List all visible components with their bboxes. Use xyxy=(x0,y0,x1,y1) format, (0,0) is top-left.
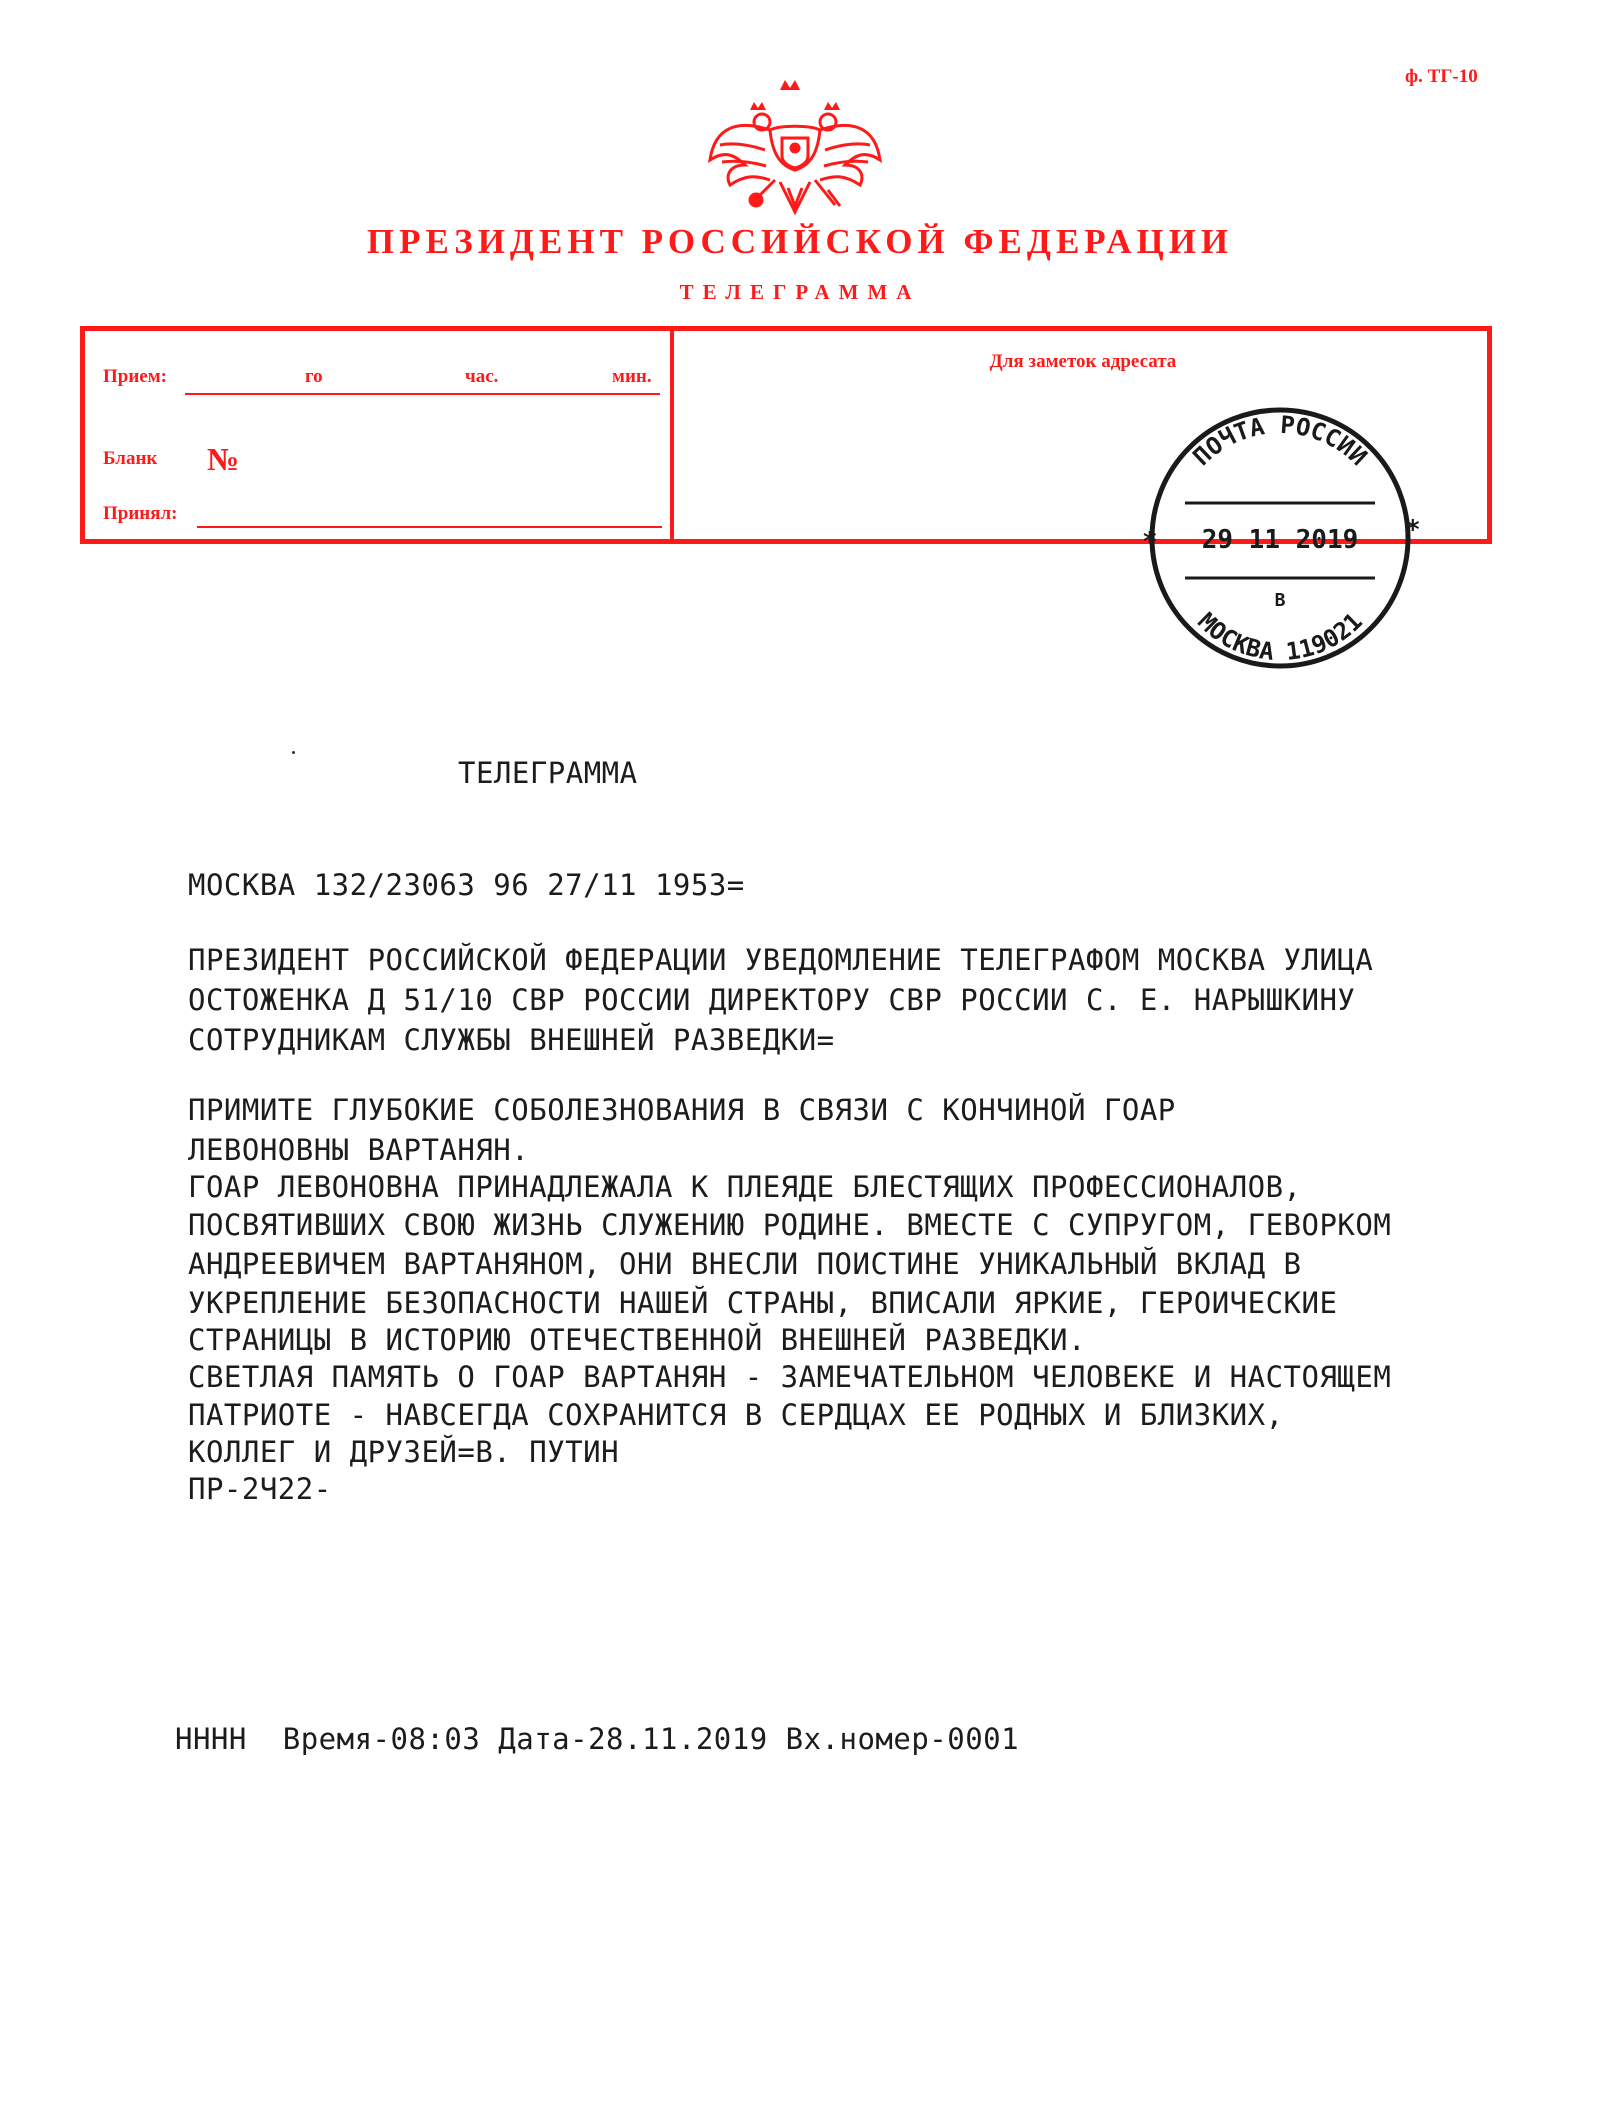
form-code: ф. ТГ-10 xyxy=(1405,66,1478,87)
stamp-star-right: * xyxy=(1405,515,1421,545)
telegram-heading: ТЕЛЕГРАММА xyxy=(458,756,638,790)
address-line: СОТРУДНИКАМ СЛУЖБЫ ВНЕШНЕЙ РАЗВЕДКИ= xyxy=(188,1023,835,1057)
body-line: СВЕТЛАЯ ПАМЯТЬ О ГОАР ВАРТАНЯН - ЗАМЕЧАТЕЛЬНОМ ЧЕЛОВЕКЕ И НАСТОЯЩЕМ xyxy=(188,1360,1392,1394)
body-line: ПАТРИОТЕ - НАВСЕГДА СОХРАНИТСЯ В СЕРДЦАХ ЕЕ РОДНЫХ И БЛИЗКИХ, xyxy=(188,1398,1284,1432)
notes-label: Для заметок адресата xyxy=(989,351,1177,372)
blank-label: Бланк xyxy=(103,448,158,469)
received-line xyxy=(185,393,660,395)
address-line: ОСТОЖЕНКА Д 51/10 СВР РОССИИ ДИРЕКТОРУ СВР РОССИИ С. Е. НАРЫШКИНУ xyxy=(188,983,1356,1017)
received-label: Прием: xyxy=(103,366,167,387)
minutes-label: мин. xyxy=(612,366,652,387)
speck xyxy=(292,751,295,754)
go-label: го xyxy=(305,366,323,387)
stamp-bottom-text: МОСКВА 119021 xyxy=(1192,607,1368,666)
body-line: ПРИМИТЕ ГЛУБОКИЕ СОБОЛЕЗНОВАНИЯ В СВЯЗИ С КОНЧИНОЙ ГОАР xyxy=(188,1093,1176,1127)
body-line: КОЛЛЕГ И ДРУЗЕЙ=В. ПУТИН xyxy=(188,1435,620,1469)
postal-stamp xyxy=(1120,388,1440,688)
accepted-label: Принял: xyxy=(103,503,178,524)
body-line: ГОАР ЛЕВОНОВНА ПРИНАДЛЕЖАЛА К ПЛЕЯДЕ БЛЕСТЯЩИХ ПРОФЕССИОНАЛОВ, xyxy=(188,1170,1302,1204)
address-line: ПРЕЗИДЕНТ РОССИЙСКОЙ ФЕДЕРАЦИИ УВЕДОМЛЕНИЕ ТЕЛЕГРАФОМ МОСКВА УЛИЦА xyxy=(188,943,1374,977)
body-line: ПР-2Ч22- xyxy=(188,1472,332,1506)
body-line: УКРЕПЛЕНИЕ БЕЗОПАСНОСТИ НАШЕЙ СТРАНЫ, ВПИСАЛИ ЯРКИЕ, ГЕРОИЧЕСКИЕ xyxy=(188,1286,1338,1320)
russian-double-headed-eagle-icon xyxy=(700,70,890,230)
stamp-date: 29 11 2019 xyxy=(1201,525,1359,555)
body-line: СТРАНИЦЫ В ИСТОРИЮ ОТЕЧЕСТВЕННОЙ ВНЕШНЕЙ РАЗВЕДКИ. xyxy=(188,1323,1086,1357)
svg-text:МОСКВА 119021 xyxy=(1192,607,1367,666)
stamp-top-text: ПОЧТА РОССИИ xyxy=(1187,410,1373,472)
telegram-footer: НННН Время-08:03 Дата-28.11.2019 Вх.номер-0001 xyxy=(175,1722,1020,1756)
svg-text:ПОЧТА РОССИИ xyxy=(1187,411,1372,471)
body-line: ЛЕВОНОВНЫ ВАРТАНЯН. xyxy=(188,1133,530,1167)
stamp-letter: В xyxy=(1274,590,1286,611)
telegram-origin: МОСКВА 132/23063 96 27/11 1953= xyxy=(188,868,745,902)
body-line: АНДРЕЕВИЧЕМ ВАРТАНЯНОМ, ОНИ ВНЕСЛИ ПОИСТИНЕ УНИКАЛЬНЫЙ ВКЛАД В xyxy=(188,1247,1302,1281)
stamp-star-left: * xyxy=(1142,527,1158,557)
body-line: ПОСВЯТИВШИХ СВОЮ ЖИЗНЬ СЛУЖЕНИЮ РОДИНЕ. ВМЕСТЕ С СУПРУГОМ, ГЕВОРКОМ xyxy=(188,1208,1392,1242)
number-sign: № xyxy=(207,441,240,477)
page-title: ПРЕЗИДЕНТ РОССИЙСКОЙ ФЕДЕРАЦИИ xyxy=(366,222,1234,261)
accepted-line xyxy=(197,526,662,528)
page-subtitle: ТЕЛЕГРАММА xyxy=(679,280,921,304)
hours-label: час. xyxy=(465,366,499,387)
